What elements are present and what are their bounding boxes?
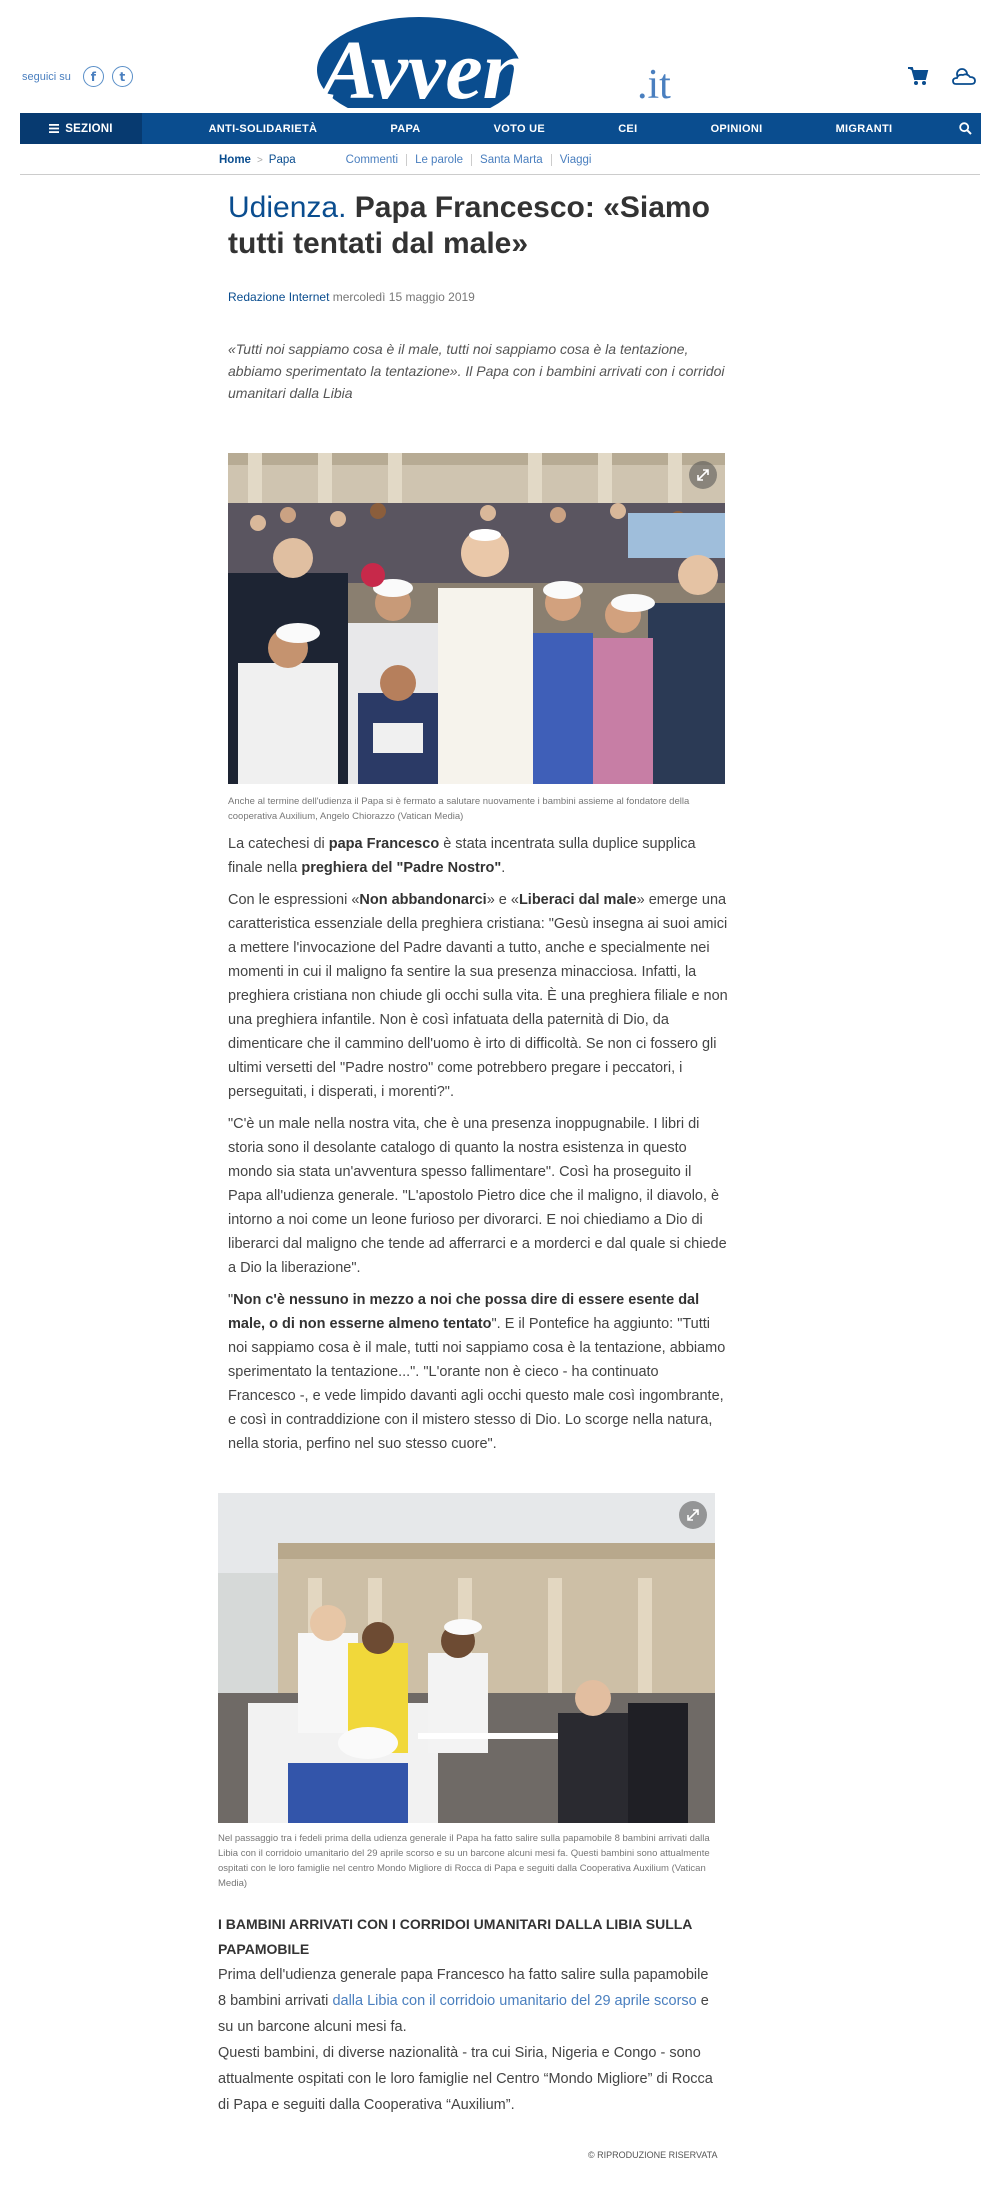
paragraph-1 [228,832,728,880]
expand-icon [687,1509,699,1521]
article-headline: Papa Francesco: «Siamo tutti tentati dal male» [228,191,710,260]
bold-text: preghiera del "Padre Nostro" [301,860,502,876]
article-photo-2[interactable] [218,1493,715,1823]
facebook-icon[interactable]: f [83,66,104,87]
article-lead: «Tutti noi sappiamo cosa è il male, tutti noi sappiamo cosa è la tentazione, abbiamo sperimentato la tentazione». Il Papa con i bambini arrivati con i corridoi umanitari dalla Libia [228,341,725,401]
logo-suffix: .it [637,62,671,108]
bold-text: Non abbandonarci [359,892,487,908]
sections-label: SEZIONI [65,122,113,135]
text: La catechesi di [228,836,329,852]
breadcrumb-home[interactable]: Home [219,154,251,166]
subsection-link-santa-marta[interactable]: Santa Marta [471,154,551,166]
weather-icon[interactable] [950,64,978,88]
twitter-icon[interactable]: t [112,66,133,87]
main-navbar [20,113,981,144]
article-date: mercoledì 15 maggio 2019 [332,290,475,304]
article-body [228,832,728,1464]
article-body-2 [218,1962,718,2118]
article-author[interactable]: Redazione Internet [228,290,330,304]
text: ". E il Pontefice ha aggiunto: "Tutti noi sappiamo cosa è il male, tutti noi sappiamo cosa è la tentazione, abbiamo sperimentato la tentazione...". "L'orante non è cieco - ha continuato Francesco -, e vede limpido davanti agli occhi questo male così ingombrante, e così in contraddizione con il mistero stesso di Dio. Lo scorge nella natura, nella storia, perfino nel suo stesso cuore". [228,1316,726,1452]
expand-icon [697,469,709,481]
paragraph-6: Questi bambini, di diverse nazionalità - tra cui Siria, Nigeria e Congo - sono attualmente ospitati con le loro famiglie nel Centro “Mondo Migliore” di Rocca di Papa e seguiti dalla Cooperativa “Auxilium”. [218,2045,713,2113]
byline [228,290,475,304]
menu-icon [49,124,59,133]
article-title [228,190,728,262]
subsection-link-viaggi[interactable]: Viaggi [551,154,600,166]
social-follow [22,66,133,87]
avvenire-logo[interactable] [311,10,691,108]
corridoio-umanitario-link[interactable]: dalla Libia con il corridoio umanitario del 29 aprile scorso [332,1993,697,2009]
article-photo-1[interactable] [228,453,725,784]
nav-item-migranti[interactable]: MIGRANTI [835,122,893,135]
nav-items [142,123,949,135]
sections-menu-button[interactable] [20,113,142,144]
paragraph-4 [228,1288,728,1456]
article-kicker: Udienza. [228,191,347,224]
follow-label: seguici su [22,70,71,83]
search-button[interactable] [949,113,981,144]
expand-photo-button[interactable] [679,1501,707,1529]
breadcrumb [219,150,989,170]
article-subheading: I BAMBINI ARRIVATI CON I CORRIDOI UMANITARI DALLA LIBIA SULLA PAPAMOBILE [218,1916,692,1957]
text: . [501,860,506,876]
text: è stata incentrata sulla duplice supplica finale nella [228,836,696,876]
subsection-link-le-parole[interactable]: Le parole [406,154,471,166]
paragraph-5 [218,1962,718,2040]
bold-text: Non c'è nessuno in mezzo a noi che possa dire di essere esente dal male, o di non esserne almeno tentato [228,1292,700,1332]
photo-caption-1: Anche al termine dell'udienza il Papa si è fermato a salutare nuovamente i bambini assieme al fondatore della cooperativa Auxilium, Angelo Chiorazzo (Vatican Media) [228,796,690,822]
subsection-link-commenti[interactable]: Commenti [345,154,399,166]
subsection-links [346,154,600,166]
search-icon [959,122,972,135]
nav-item-opinioni[interactable]: OPINIONI [710,122,763,135]
nav-item-cei[interactable]: CEI [618,122,638,135]
photo-caption-2: Nel passaggio tra i fedeli prima della udienza generale il Papa ha fatto salire sulla papamobile 8 bambini arrivati dalla Libia con il corridoio umanitario del 29 aprile scorso e su un barcone alcuni mesi fa. Questi bambini sono attualmente ospitati con le loro famiglie nel centro Mondo Migliore di Rocca di Papa e seguiti dalla Cooperativa Auxilium (Vatican Media) [218,1833,710,1889]
text: e su un barcone alcuni mesi fa. [218,1993,709,2035]
logo-text: Avvenire [321,24,623,108]
text: Prima dell'udienza generale papa Francesco ha fatto salire sulla papamobile 8 bambini arrivati [218,1967,709,2009]
bold-text: papa Francesco [328,836,440,852]
text: Con le espressioni « [228,892,360,908]
bold-text: Liberaci dal male [518,892,637,908]
text: " [228,1292,234,1308]
divider [20,174,980,175]
expand-photo-button[interactable] [689,461,717,489]
nav-item-anti-solidarieta[interactable]: ANTI-SOLIDARIETÀ [208,122,318,135]
site-header [0,0,989,112]
nav-item-voto-ue[interactable]: VOTO UE [493,122,546,135]
text: » emerge una caratteristica essenziale della preghiera cristiana: "Gesù insegna ai suoi amici a mettere l'invocazione del Padre davanti a tutto, anche e specialmente nei momenti in cui il maligno fa sentire la sua presenza minacciosa. Infatti, la preghiera cristiana non chiude gli occhi sulla vita. È una preghiera filiale e non una preghiera infantile. Non è così infatuata della paternità di Dio, da dimenticare che il cammino dell'uomo è irto di difficoltà. Se non ci fossero gli ultimi versetti del "Padre nostro" come potrebbero pregare i peccatori, i perseguitati, i disperati, i morenti?". [228,892,728,1100]
breadcrumb-current[interactable]: Papa [268,154,296,166]
text: » e « [486,892,519,908]
paragraph-3: "C'è un male nella nostra vita, che è una presenza inoppugnabile. I libri di storia sono il desolante catalogo di quanto la nostra esistenza in questo mondo sia stata un'avventura spesso fallimentare". Così ha proseguito il Papa all'udienza generale. "L'apostolo Pietro dice che il maligno, il diavolo, è intorno a noi come un leone furioso per divorarci. E noi chiediamo a Dio di liberarci dal maligno che tende ad afferrarci e a morderci e dal quale si chiede a Dio la liberazione". [228,1116,727,1276]
paragraph-2 [228,888,728,1104]
copyright-notice: © RIPRODUZIONE RISERVATA [588,2150,718,2160]
cart-icon[interactable] [907,66,929,86]
breadcrumb-separator: > [256,154,263,166]
nav-item-papa[interactable]: PAPA [390,122,421,135]
